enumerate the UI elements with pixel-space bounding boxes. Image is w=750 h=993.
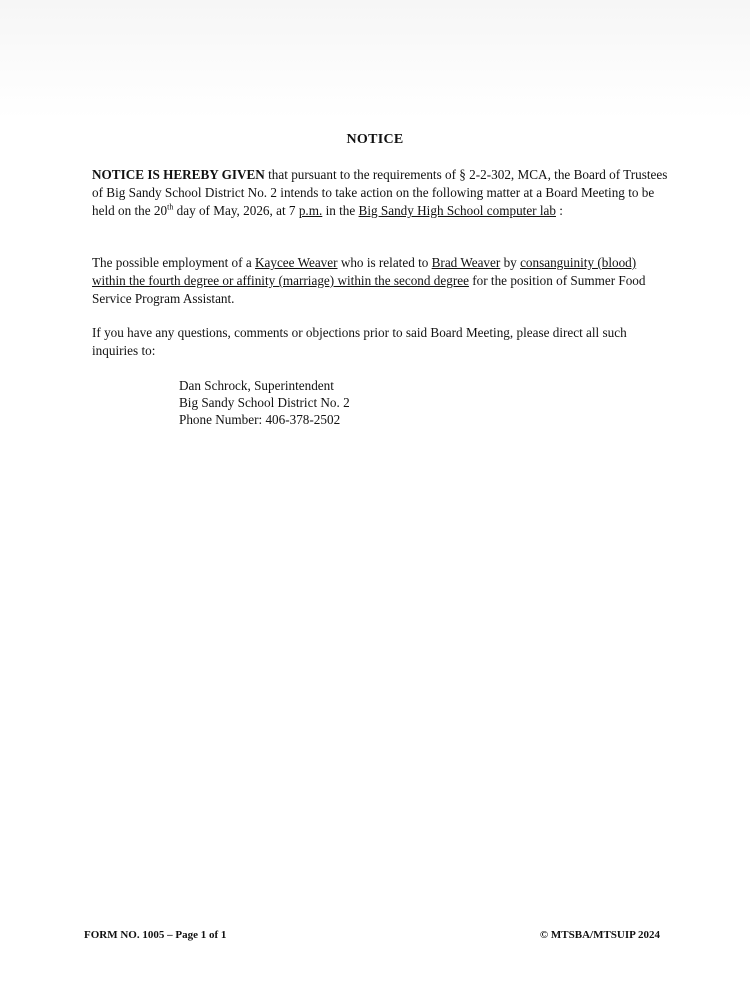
employment-text: for the position of Summer Food Service Program Assistant. xyxy=(92,273,646,306)
notice-text: day of May, 2026, at 7 xyxy=(173,203,299,218)
form-number: FORM NO. 1005 – Page 1 of 1 xyxy=(84,929,227,941)
contact-phone: Phone Number: 406-378-2502 xyxy=(179,412,341,427)
ordinal-suffix: th xyxy=(167,202,174,212)
employment-text: who is related to xyxy=(337,255,432,270)
meeting-location: Big Sandy High School computer lab xyxy=(358,203,556,218)
notice-paragraph xyxy=(92,166,668,220)
inquiries-paragraph: If you have any questions, comments or objections prior to said Board Meeting, please direct all such inquiries to: xyxy=(92,325,627,358)
employment-text: by xyxy=(500,255,521,270)
page-title: NOTICE xyxy=(346,132,404,147)
contact-name: Dan Schrock, Superintendent xyxy=(179,378,334,393)
relationship-degree: consanguinity (blood) within the fourth degree or affinity (marriage) within the second degree xyxy=(92,255,637,288)
notice-text: in the xyxy=(322,203,359,218)
notice-text: : xyxy=(555,203,563,218)
meeting-time-unit: p.m. xyxy=(298,203,323,218)
employment-paragraph xyxy=(92,254,668,308)
contact-block xyxy=(179,377,350,428)
notice-lead: NOTICE IS HEREBY GIVEN xyxy=(92,167,265,182)
employment-text: The possible employment of a xyxy=(92,255,255,270)
relative-name: Brad Weaver xyxy=(431,255,501,270)
employee-name: Kaycee Weaver xyxy=(254,255,338,270)
contact-district: Big Sandy School District No. 2 xyxy=(179,395,350,410)
notice-text: that pursuant to the requirements of § 2-2-302, MCA, the Board of Trustees of Big Sandy School District No. 2 intends to take action on the following matter at a Board Meeting to be held on the 20 xyxy=(92,167,668,218)
copyright: © MTSBA/MTSUIP 2024 xyxy=(539,929,660,941)
